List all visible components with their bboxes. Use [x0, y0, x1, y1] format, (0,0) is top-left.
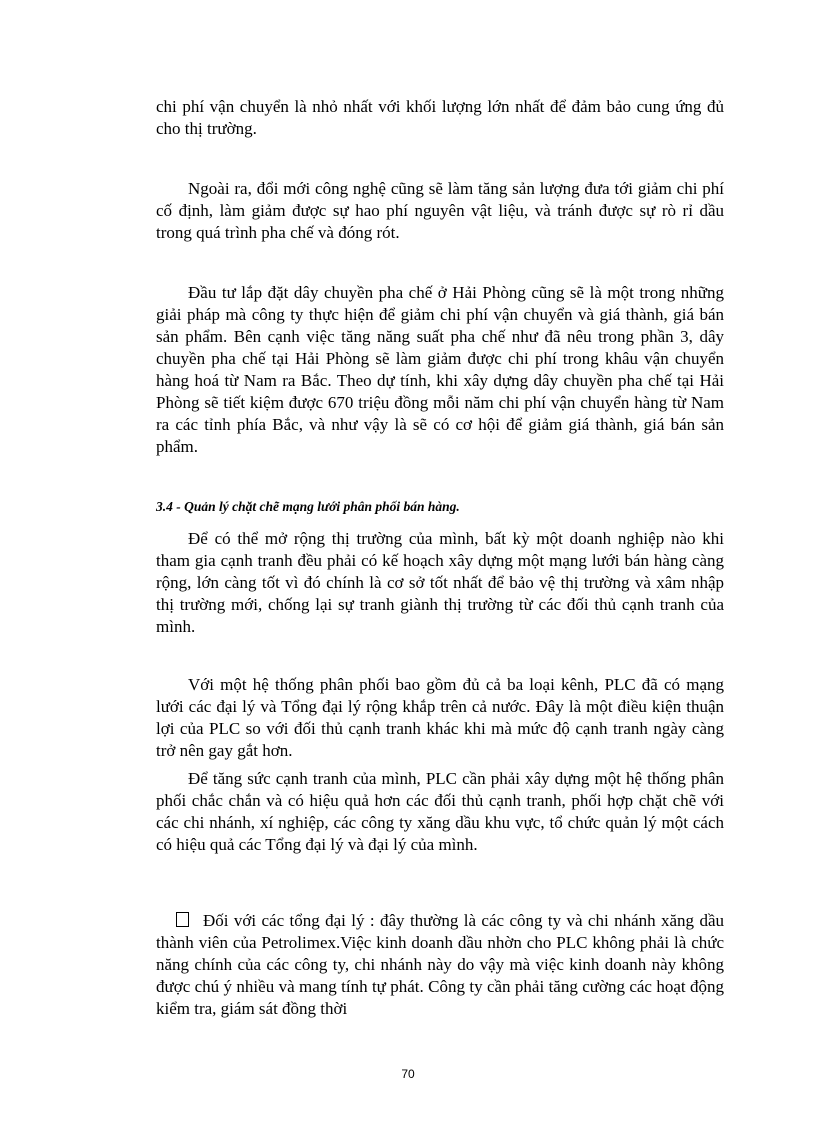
- section-heading: 3.4 - Quản lý chặt chẽ mạng lưới phân phối bán hàng.: [156, 499, 460, 514]
- paragraph-competition: Để tăng sức cạnh tranh của mình, PLC cần phải xây dựng một hệ thống phân phối chắc chắn và có hiệu quả hơn các đối thủ cạnh tranh, phối hợp chặt chẽ với các chi nhánh, xí nghiệp, các công ty xăng dầu khu vực, tổ chức quản lý một cách có hiệu quả các Tổng đại lý và đại lý của mình.: [156, 769, 724, 854]
- square-bullet-icon: [176, 912, 189, 927]
- paragraph-plc-network: Với một hệ thống phân phối bao gồm đủ cả ba loại kênh, PLC đã có mạng lưới các đại lý và Tổng đại lý rộng khắp trên cả nước. Đây là một điều kiện thuận lợi của PLC so với đối thủ cạnh tranh khác khi mà mức độ cạnh tranh ngày càng trở nên gay gắt hơn.: [156, 675, 724, 760]
- paragraph-haiphong: Đầu tư lắp đặt dây chuyền pha chế ở Hải Phòng cũng sẽ là một trong những giải pháp mà công ty thực hiện để giảm chi phí vận chuyển và giá thành, giá bán sản phẩm. Bên cạnh việc tăng năng suất pha chế như đã nêu trong phần 3, dây chuyền pha chế tại Hải Phòng sẽ làm giảm được chi phí trong khâu vận chuyển hàng hoá từ Nam ra Bắc. Theo dự tính, khi xây dựng dây chuyền pha chế tại Hải Phòng sẽ tiết kiệm được 670 triệu đồng mỗi năm chi phí vận chuyển hàng từ Nam ra các tỉnh phía Bắc, và như vậy là sẽ có cơ hội để giảm giá thành, giá bán sản phẩm.: [156, 283, 724, 456]
- page-number: 70: [401, 1067, 415, 1081]
- paragraph-technology: Ngoài ra, đổi mới công nghệ cũng sẽ làm tăng sản lượng đưa tới giảm chi phí cố định, làm giảm được sự hao phí nguyên vật liệu, và tránh được sự rò rỉ dầu trong quá trình pha chế và đóng rót.: [156, 179, 724, 242]
- paragraph-continuation: chi phí vận chuyển là nhỏ nhất với khối lượng lớn nhất để đảm bảo cung ứng đủ cho thị trường.: [156, 97, 724, 138]
- bullet-item-text: Đối với các tổng đại lý : đây thường là các công ty và chi nhánh xăng dầu thành viên của Petrolimex.Việc kinh doanh dầu nhờn cho PLC không phải là chức năng chính của các công ty, chi nhánh này do vậy mà việc kinh doanh này không được chú ý nhiều và mang tính tự phát. Công ty cần phải tăng cường các hoạt động kiểm tra, giám sát đồng thời: [156, 911, 724, 1018]
- paragraph-distribution-network: Để có thể mở rộng thị trường của mình, bất kỳ một doanh nghiệp nào khi tham gia cạnh tranh đều phải có kế hoạch xây dựng một mạng lưới bán hàng càng rộng, lớn càng tốt vì đó chính là cơ sở tốt nhất để bảo vệ thị trường và xâm nhập thị trường mới, chống lại sự tranh giành thị trường từ các đối thủ cạnh tranh của mình.: [156, 529, 724, 636]
- bullet-item-general-agents: [156, 910, 724, 1020]
